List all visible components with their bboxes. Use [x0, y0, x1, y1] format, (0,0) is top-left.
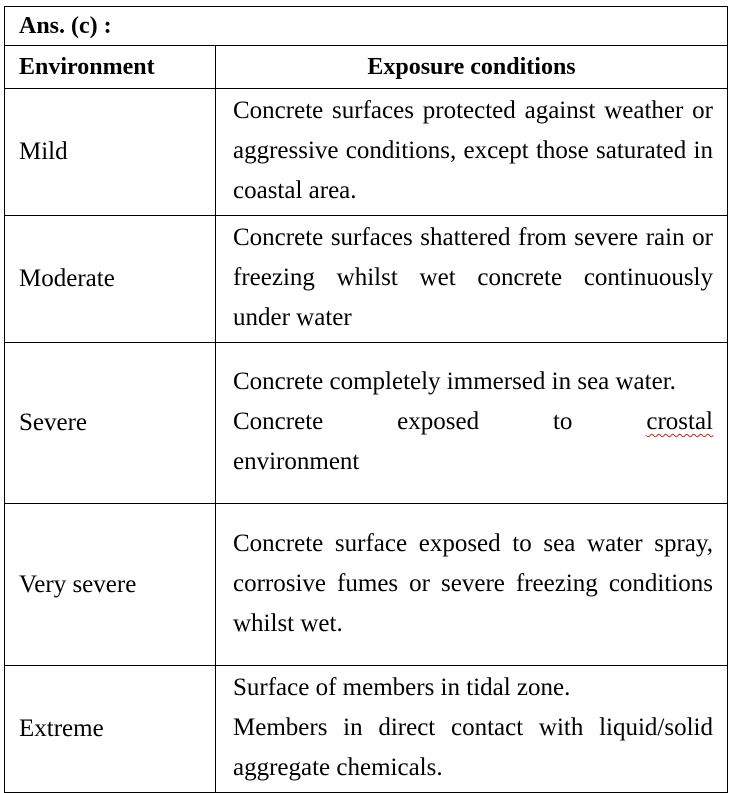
exposure-text: Concrete surfaces protected against weather or aggressive conditions, except those saturated in coastal area. — [233, 97, 713, 204]
answer-label: Ans. (c) : — [5, 7, 728, 46]
header-environment: Environment — [5, 46, 216, 89]
environment-cell: Mild — [5, 89, 216, 216]
environment-cell: Moderate — [5, 216, 216, 343]
table-row-severe — [5, 343, 728, 504]
environment-cell: Extreme — [5, 666, 216, 793]
table-row-mild — [5, 89, 728, 216]
exposure-text: environment — [233, 448, 360, 475]
header-exposure-conditions: Exposure conditions — [216, 46, 728, 89]
table-row-extreme — [5, 666, 728, 793]
exposure-cell — [216, 216, 728, 343]
answer-sheet — [4, 6, 727, 793]
exposure-cell — [216, 504, 728, 666]
table-row-moderate — [5, 216, 728, 343]
exposure-cell — [216, 343, 728, 504]
exposure-text: Members in direct contact with liquid/solid aggregate chemicals. — [233, 714, 713, 781]
exposure-text: Concrete surface exposed to sea water spray, corrosive fumes or severe freezing conditions whilst wet. — [233, 529, 713, 637]
exposure-text: Concrete completely immersed in sea water. — [233, 368, 676, 395]
spelling-flag-word: crostal — [646, 408, 713, 435]
answer-row — [5, 7, 728, 46]
exposure-text: Surface of members in tidal zone. — [233, 674, 571, 701]
exposure-cell — [216, 666, 728, 793]
environment-cell: Severe — [5, 343, 216, 504]
exposure-text-lead: Concrete exposed to — [233, 408, 573, 435]
exposure-table — [4, 6, 728, 793]
header-row — [5, 46, 728, 89]
exposure-text: Concrete surfaces shattered from severe rain or freezing whilst wet concrete continuously under water — [233, 224, 713, 331]
environment-cell: Very severe — [5, 504, 216, 666]
exposure-cell — [216, 89, 728, 216]
table-row-very-severe — [5, 504, 728, 666]
exposure-text — [233, 402, 713, 442]
